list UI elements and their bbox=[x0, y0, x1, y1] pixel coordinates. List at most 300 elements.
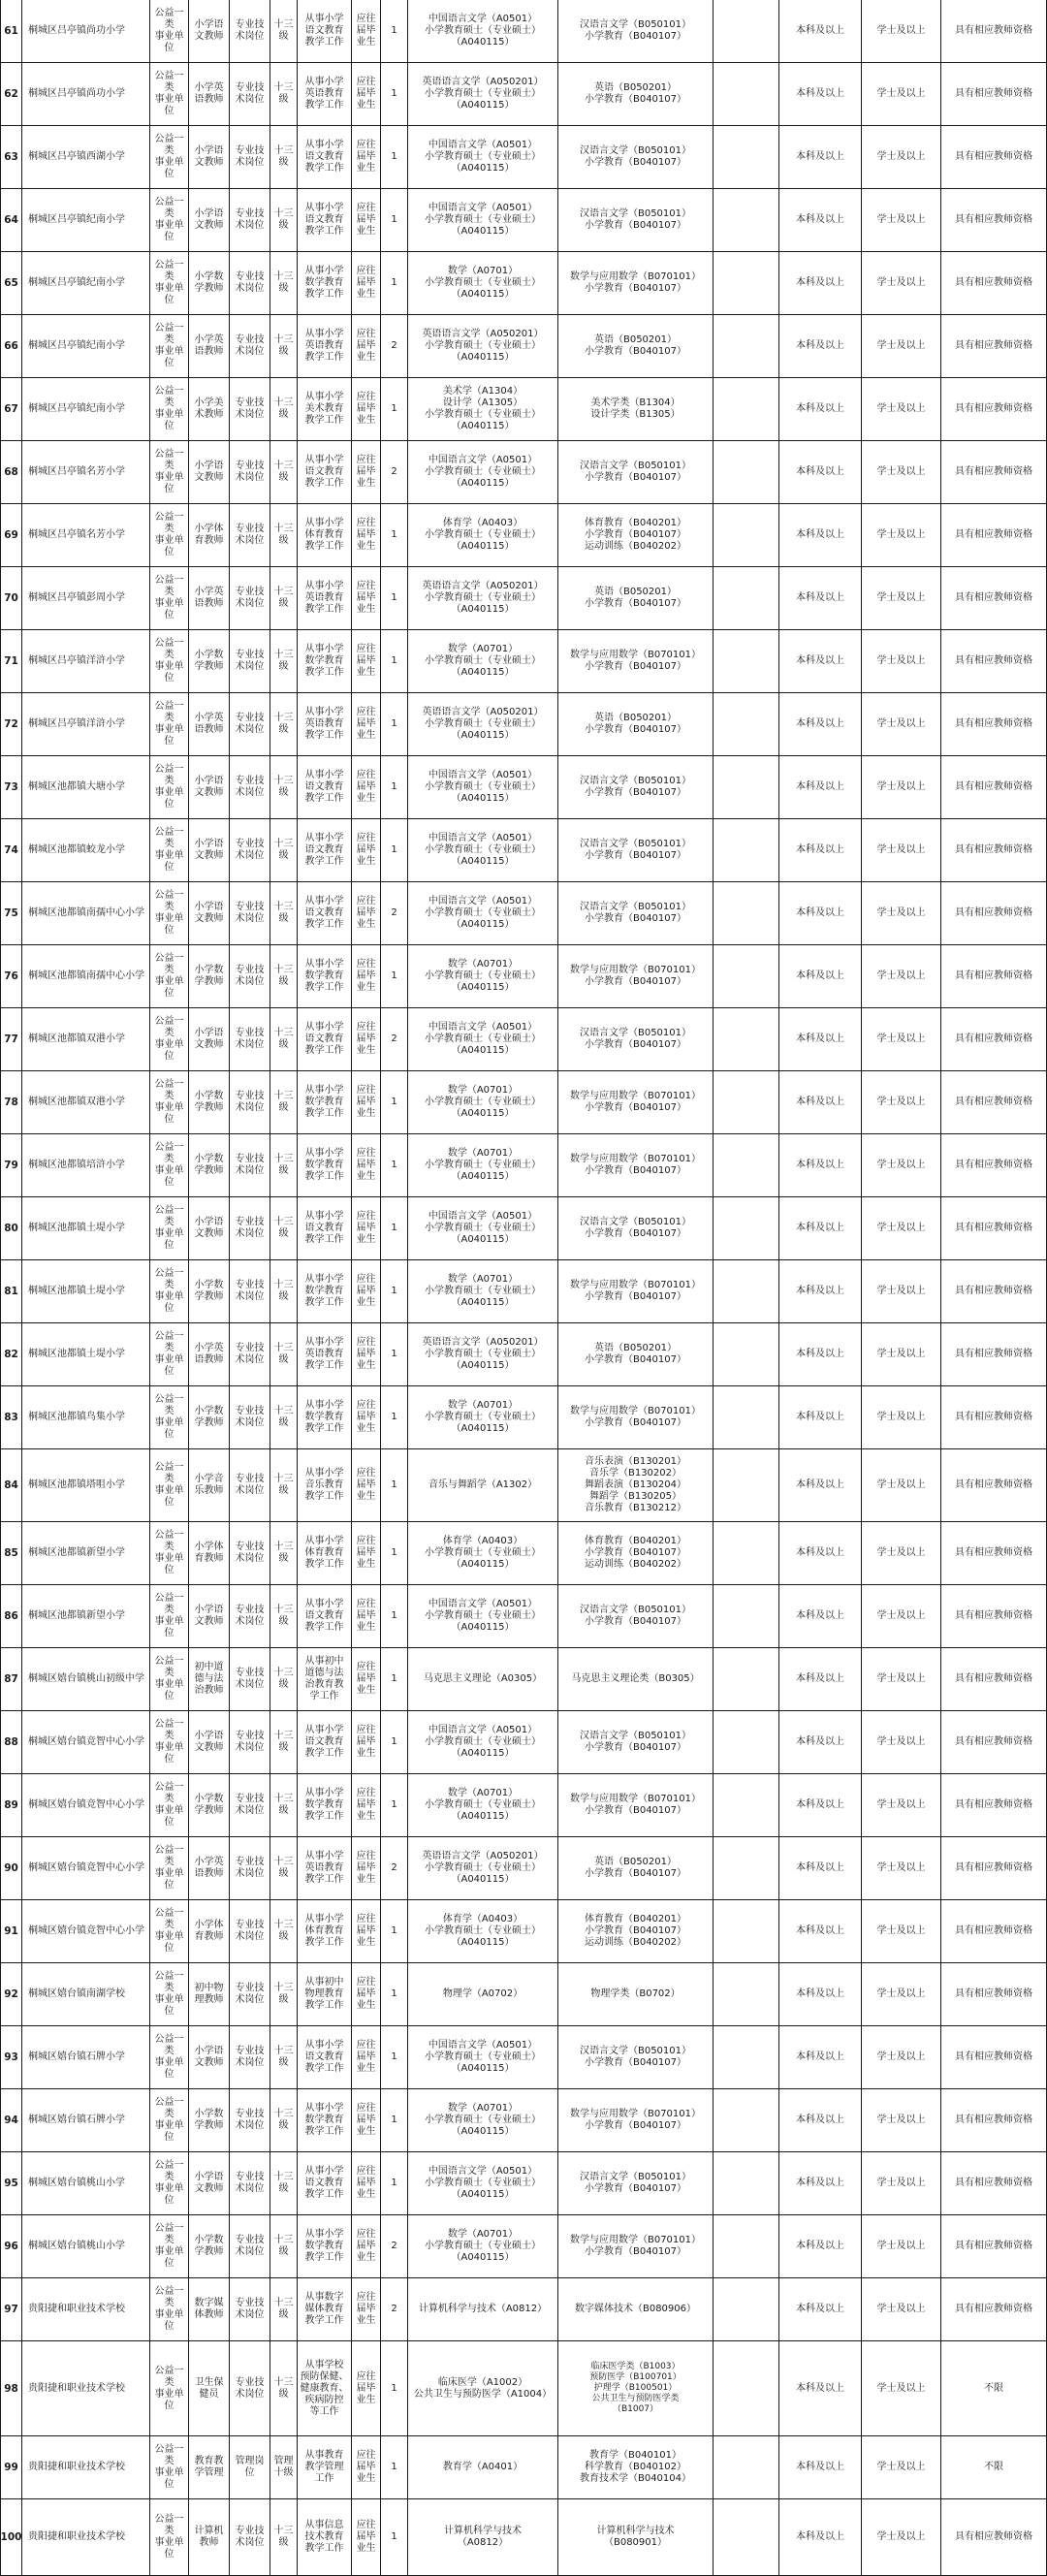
education-cell: 本科及以上 bbox=[779, 63, 862, 125]
unit-type-cell: 公益一类 事业单位 bbox=[150, 504, 189, 566]
unit-type-cell: 公益一类 事业单位 bbox=[150, 2436, 189, 2498]
row-number-cell: 87 bbox=[0, 1648, 22, 1710]
other-requirement-cell: 不限 bbox=[941, 2436, 1047, 2498]
undergraduate-major-cell: 数学与应用数学（B070101） 小学教育（B040107） bbox=[558, 2089, 714, 2151]
post-level-cell: 十三 级 bbox=[270, 315, 298, 377]
quota-cell: 2 bbox=[381, 1837, 408, 1899]
quota-cell: 1 bbox=[381, 0, 408, 62]
quota-cell: 1 bbox=[381, 1711, 408, 1773]
quota-cell: 1 bbox=[381, 378, 408, 440]
post-level-cell: 管理 十级 bbox=[270, 2436, 298, 2498]
degree-cell: 学士及以上 bbox=[862, 1197, 941, 1259]
post-level-cell: 十三 级 bbox=[270, 1900, 298, 1962]
post-category-cell: 专业技 术岗位 bbox=[230, 2278, 270, 2340]
unit-type-cell: 公益一类 事业单位 bbox=[150, 1963, 189, 2025]
unit-name-cell: 桐城区池都镇蛟龙小学 bbox=[22, 819, 150, 881]
post-name-cell: 小学英 语教师 bbox=[189, 567, 230, 629]
degree-cell: 学士及以上 bbox=[862, 126, 941, 188]
unit-name-cell: 贵阳捷和职业技术学校 bbox=[22, 2436, 150, 2498]
education-cell: 本科及以上 bbox=[779, 441, 862, 503]
duty-cell: 从事小学 数学教育 教学工作 bbox=[298, 2215, 352, 2277]
graduate-major-cell: 计算机科学与技术 （A0812） bbox=[408, 2499, 558, 2575]
graduate-major-cell: 中国语言文学（A0501） 小学教育硕士（专业硕士） （A040115） bbox=[408, 126, 558, 188]
blank-cell bbox=[714, 1522, 779, 1584]
undergraduate-major-cell: 汉语言文学（B050101） 小学教育（B040107） bbox=[558, 1008, 714, 1070]
other-requirement-cell: 具有相应教师资格 bbox=[941, 63, 1047, 125]
degree-cell: 学士及以上 bbox=[862, 756, 941, 818]
blank-cell bbox=[714, 1585, 779, 1647]
target-cell: 应往 届毕 业生 bbox=[352, 1260, 381, 1322]
row-number-cell: 85 bbox=[0, 1522, 22, 1584]
row-number-cell: 99 bbox=[0, 2436, 22, 2498]
post-category-cell: 专业技 术岗位 bbox=[230, 2215, 270, 2277]
unit-name-cell: 桐城区嬉台镇南湖学校 bbox=[22, 1963, 150, 2025]
table-row bbox=[0, 252, 1047, 315]
duty-cell: 从事小学 语文教育 教学工作 bbox=[298, 1711, 352, 1773]
blank-cell bbox=[714, 2152, 779, 2214]
blank-cell bbox=[714, 1134, 779, 1196]
graduate-major-cell: 中国语言文学（A0501） 小学教育硕士（专业硕士） （A040115） bbox=[408, 1585, 558, 1647]
quota-cell: 1 bbox=[381, 630, 408, 692]
duty-cell: 从事小学 语文教育 教学工作 bbox=[298, 1197, 352, 1259]
target-cell: 应往 届毕 业生 bbox=[352, 756, 381, 818]
undergraduate-major-cell: 马克思主义理论类（B0305） bbox=[558, 1648, 714, 1710]
post-level-cell: 十三 级 bbox=[270, 2152, 298, 2214]
education-cell: 本科及以上 bbox=[779, 1522, 862, 1584]
degree-cell: 学士及以上 bbox=[862, 1134, 941, 1196]
target-cell: 应往 届毕 业生 bbox=[352, 1008, 381, 1070]
post-category-cell: 专业技 术岗位 bbox=[230, 1963, 270, 2025]
unit-type-cell: 公益一类 事业单位 bbox=[150, 2026, 189, 2088]
post-name-cell: 小学体 育教师 bbox=[189, 1522, 230, 1584]
post-name-cell: 小学数 学教师 bbox=[189, 1260, 230, 1322]
table-row bbox=[0, 2152, 1047, 2215]
other-requirement-cell: 具有相应教师资格 bbox=[941, 2278, 1047, 2340]
unit-type-cell: 公益一类 事业单位 bbox=[150, 126, 189, 188]
target-cell: 应往 届毕 业生 bbox=[352, 2436, 381, 2498]
unit-type-cell: 公益一类 事业单位 bbox=[150, 1522, 189, 1584]
post-level-cell: 十三 级 bbox=[270, 1323, 298, 1385]
other-requirement-cell: 具有相应教师资格 bbox=[941, 1837, 1047, 1899]
target-cell: 应往 届毕 业生 bbox=[352, 1522, 381, 1584]
quota-cell: 1 bbox=[381, 1323, 408, 1385]
other-requirement-cell: 具有相应教师资格 bbox=[941, 252, 1047, 314]
other-requirement-cell: 具有相应教师资格 bbox=[941, 2089, 1047, 2151]
quota-cell: 1 bbox=[381, 1260, 408, 1322]
education-cell: 本科及以上 bbox=[779, 1648, 862, 1710]
unit-name-cell: 贵阳捷和职业技术学校 bbox=[22, 2278, 150, 2340]
blank-cell bbox=[714, 315, 779, 377]
quota-cell: 1 bbox=[381, 1134, 408, 1196]
post-level-cell: 十三 级 bbox=[270, 2215, 298, 2277]
unit-type-cell: 公益一类 事业单位 bbox=[150, 252, 189, 314]
blank-cell bbox=[714, 2436, 779, 2498]
undergraduate-major-cell: 汉语言文学（B050101） 小学教育（B040107） bbox=[558, 882, 714, 944]
unit-name-cell: 桐城区池都镇双港小学 bbox=[22, 1071, 150, 1133]
unit-type-cell: 公益一类 事业单位 bbox=[150, 1197, 189, 1259]
education-cell: 本科及以上 bbox=[779, 1386, 862, 1448]
row-number-cell: 77 bbox=[0, 1008, 22, 1070]
unit-type-cell: 公益一类 事业单位 bbox=[150, 1008, 189, 1070]
target-cell: 应往 届毕 业生 bbox=[352, 441, 381, 503]
unit-type-cell: 公益一类 事业单位 bbox=[150, 63, 189, 125]
undergraduate-major-cell: 汉语言文学（B050101） 小学教育（B040107） bbox=[558, 2026, 714, 2088]
table-row bbox=[0, 1522, 1047, 1585]
unit-name-cell: 桐城区吕亭镇名芳小学 bbox=[22, 504, 150, 566]
post-category-cell: 专业技 术岗位 bbox=[230, 2152, 270, 2214]
education-cell: 本科及以上 bbox=[779, 630, 862, 692]
graduate-major-cell: 数学（A0701） 小学教育硕士（专业硕士） （A040115） bbox=[408, 1134, 558, 1196]
unit-name-cell: 桐城区吕亭镇纪南小学 bbox=[22, 378, 150, 440]
education-cell: 本科及以上 bbox=[779, 1963, 862, 2025]
post-category-cell: 专业技 术岗位 bbox=[230, 252, 270, 314]
target-cell: 应往 届毕 业生 bbox=[352, 1386, 381, 1448]
post-name-cell: 小学语 文教师 bbox=[189, 2152, 230, 2214]
post-category-cell: 专业技 术岗位 bbox=[230, 1648, 270, 1710]
graduate-major-cell: 体育学（A0403） 小学教育硕士（专业硕士） （A040115） bbox=[408, 1900, 558, 1962]
unit-type-cell: 公益一类 事业单位 bbox=[150, 1134, 189, 1196]
duty-cell: 从事小学 数学教育 教学工作 bbox=[298, 252, 352, 314]
post-name-cell: 小学语 文教师 bbox=[189, 882, 230, 944]
table-row bbox=[0, 1197, 1047, 1260]
unit-name-cell: 桐城区嬉台镇竞智中心小学 bbox=[22, 1900, 150, 1962]
duty-cell: 从事学校 预防保健、 健康教育、 疾病防控 等工作 bbox=[298, 2341, 352, 2435]
undergraduate-major-cell: 数学与应用数学（B070101） 小学教育（B040107） bbox=[558, 1260, 714, 1322]
education-cell: 本科及以上 bbox=[779, 504, 862, 566]
duty-cell: 从事小学 数学教育 教学工作 bbox=[298, 1774, 352, 1836]
row-number-cell: 73 bbox=[0, 756, 22, 818]
post-category-cell: 专业技 术岗位 bbox=[230, 882, 270, 944]
other-requirement-cell: 具有相应教师资格 bbox=[941, 378, 1047, 440]
undergraduate-major-cell: 汉语言文学（B050101） 小学教育（B040107） bbox=[558, 0, 714, 62]
table-row bbox=[0, 819, 1047, 882]
post-category-cell: 专业技 术岗位 bbox=[230, 1260, 270, 1322]
graduate-major-cell: 中国语言文学（A0501） 小学教育硕士（专业硕士） （A040115） bbox=[408, 1711, 558, 1773]
graduate-major-cell: 数学（A0701） 小学教育硕士（专业硕士） （A040115） bbox=[408, 630, 558, 692]
education-cell: 本科及以上 bbox=[779, 1071, 862, 1133]
graduate-major-cell: 数学（A0701） 小学教育硕士（专业硕士） （A040115） bbox=[408, 2215, 558, 2277]
row-number-cell: 70 bbox=[0, 567, 22, 629]
undergraduate-major-cell: 汉语言文学（B050101） 小学教育（B040107） bbox=[558, 441, 714, 503]
unit-type-cell: 公益一类 事业单位 bbox=[150, 2278, 189, 2340]
duty-cell: 从事小学 体育教育 教学工作 bbox=[298, 1522, 352, 1584]
degree-cell: 学士及以上 bbox=[862, 2089, 941, 2151]
education-cell: 本科及以上 bbox=[779, 1711, 862, 1773]
education-cell: 本科及以上 bbox=[779, 315, 862, 377]
post-level-cell: 十三 级 bbox=[270, 2341, 298, 2435]
duty-cell: 从事小学 数学教育 教学工作 bbox=[298, 1071, 352, 1133]
other-requirement-cell: 具有相应教师资格 bbox=[941, 504, 1047, 566]
table-row bbox=[0, 378, 1047, 441]
unit-name-cell: 桐城区吕亭镇纪南小学 bbox=[22, 189, 150, 251]
undergraduate-major-cell: 数学与应用数学（B070101） 小学教育（B040107） bbox=[558, 945, 714, 1007]
quota-cell: 1 bbox=[381, 2436, 408, 2498]
graduate-major-cell: 中国语言文学（A0501） 小学教育硕士（专业硕士） （A040115） bbox=[408, 2026, 558, 2088]
degree-cell: 学士及以上 bbox=[862, 1711, 941, 1773]
unit-name-cell: 桐城区嬉台镇桃山小学 bbox=[22, 2215, 150, 2277]
post-category-cell: 专业技 术岗位 bbox=[230, 2341, 270, 2435]
unit-type-cell: 公益一类 事业单位 bbox=[150, 2152, 189, 2214]
post-category-cell: 专业技 术岗位 bbox=[230, 819, 270, 881]
degree-cell: 学士及以上 bbox=[862, 1071, 941, 1133]
other-requirement-cell: 具有相应教师资格 bbox=[941, 1900, 1047, 1962]
other-requirement-cell: 具有相应教师资格 bbox=[941, 882, 1047, 944]
education-cell: 本科及以上 bbox=[779, 756, 862, 818]
post-category-cell: 专业技 术岗位 bbox=[230, 567, 270, 629]
target-cell: 应往 届毕 业生 bbox=[352, 1648, 381, 1710]
row-number-cell: 90 bbox=[0, 1837, 22, 1899]
duty-cell: 从事小学 语文教育 教学工作 bbox=[298, 819, 352, 881]
target-cell: 应往 届毕 业生 bbox=[352, 315, 381, 377]
duty-cell: 从事小学 数学教育 教学工作 bbox=[298, 630, 352, 692]
row-number-cell: 95 bbox=[0, 2152, 22, 2214]
table-row bbox=[0, 2278, 1047, 2341]
degree-cell: 学士及以上 bbox=[862, 1648, 941, 1710]
other-requirement-cell: 具有相应教师资格 bbox=[941, 1386, 1047, 1448]
post-name-cell: 小学语 文教师 bbox=[189, 1585, 230, 1647]
quota-cell: 1 bbox=[381, 1386, 408, 1448]
row-number-cell: 65 bbox=[0, 252, 22, 314]
quota-cell: 1 bbox=[381, 189, 408, 251]
quota-cell: 2 bbox=[381, 2215, 408, 2277]
table-row bbox=[0, 945, 1047, 1008]
undergraduate-major-cell: 体育教育（B040201） 小学教育（B040107） 运动训练（B040202） bbox=[558, 1900, 714, 1962]
duty-cell: 从事小学 语文教育 教学工作 bbox=[298, 756, 352, 818]
education-cell: 本科及以上 bbox=[779, 1837, 862, 1899]
unit-name-cell: 桐城区池都镇南孺中心小学 bbox=[22, 882, 150, 944]
table-row bbox=[0, 2341, 1047, 2436]
blank-cell bbox=[714, 2341, 779, 2435]
post-name-cell: 初中物 理教师 bbox=[189, 1963, 230, 2025]
target-cell: 应往 届毕 业生 bbox=[352, 945, 381, 1007]
duty-cell: 从事小学 数学教育 教学工作 bbox=[298, 1134, 352, 1196]
post-category-cell: 专业技 术岗位 bbox=[230, 945, 270, 1007]
quota-cell: 1 bbox=[381, 1963, 408, 2025]
duty-cell: 从事信息 技术教育 教学工作 bbox=[298, 2499, 352, 2575]
table-row bbox=[0, 189, 1047, 252]
blank-cell bbox=[714, 1323, 779, 1385]
target-cell: 应往 届毕 业生 bbox=[352, 567, 381, 629]
post-category-cell: 专业技 术岗位 bbox=[230, 1837, 270, 1899]
graduate-major-cell: 数学（A0701） 小学教育硕士（专业硕士） （A040115） bbox=[408, 252, 558, 314]
post-category-cell: 管理岗 位 bbox=[230, 2436, 270, 2498]
graduate-major-cell: 英语语言文学（A050201） 小学教育硕士（专业硕士） （A040115） bbox=[408, 693, 558, 755]
row-number-cell: 96 bbox=[0, 2215, 22, 2277]
duty-cell: 从事小学 数学教育 教学工作 bbox=[298, 1386, 352, 1448]
post-level-cell: 十三 级 bbox=[270, 756, 298, 818]
post-name-cell: 小学数 学教师 bbox=[189, 1134, 230, 1196]
undergraduate-major-cell: 汉语言文学（B050101） 小学教育（B040107） bbox=[558, 126, 714, 188]
post-level-cell: 十三 级 bbox=[270, 1197, 298, 1259]
post-category-cell: 专业技 术岗位 bbox=[230, 2026, 270, 2088]
degree-cell: 学士及以上 bbox=[862, 1386, 941, 1448]
unit-name-cell: 桐城区嬉台镇石牌小学 bbox=[22, 2026, 150, 2088]
post-name-cell: 小学数 学教师 bbox=[189, 1386, 230, 1448]
post-name-cell: 小学数 学教师 bbox=[189, 1774, 230, 1836]
duty-cell: 从事小学 数学教育 教学工作 bbox=[298, 2089, 352, 2151]
degree-cell: 学士及以上 bbox=[862, 1522, 941, 1584]
degree-cell: 学士及以上 bbox=[862, 1585, 941, 1647]
other-requirement-cell: 具有相应教师资格 bbox=[941, 2026, 1047, 2088]
table-row bbox=[0, 1963, 1047, 2026]
duty-cell: 从事小学 语文教育 教学工作 bbox=[298, 882, 352, 944]
row-number-cell: 75 bbox=[0, 882, 22, 944]
target-cell: 应往 届毕 业生 bbox=[352, 2341, 381, 2435]
post-level-cell: 十三 级 bbox=[270, 2089, 298, 2151]
graduate-major-cell: 数学（A0701） 小学教育硕士（专业硕士） （A040115） bbox=[408, 2089, 558, 2151]
unit-type-cell: 公益一类 事业单位 bbox=[150, 1900, 189, 1962]
row-number-cell: 82 bbox=[0, 1323, 22, 1385]
post-name-cell: 小学语 文教师 bbox=[189, 441, 230, 503]
quota-cell: 1 bbox=[381, 63, 408, 125]
table-row bbox=[0, 63, 1047, 126]
post-level-cell: 十三 级 bbox=[270, 126, 298, 188]
post-level-cell: 十三 级 bbox=[270, 2499, 298, 2575]
education-cell: 本科及以上 bbox=[779, 1585, 862, 1647]
undergraduate-major-cell: 数字媒体技术（B080906） bbox=[558, 2278, 714, 2340]
target-cell: 应往 届毕 业生 bbox=[352, 2026, 381, 2088]
blank-cell bbox=[714, 756, 779, 818]
post-name-cell: 小学数 学教师 bbox=[189, 2215, 230, 2277]
graduate-major-cell: 中国语言文学（A0501） 小学教育硕士（专业硕士） （A040115） bbox=[408, 1197, 558, 1259]
unit-type-cell: 公益一类 事业单位 bbox=[150, 630, 189, 692]
blank-cell bbox=[714, 2278, 779, 2340]
post-name-cell: 计算机 教师 bbox=[189, 2499, 230, 2575]
other-requirement-cell: 具有相应教师资格 bbox=[941, 1449, 1047, 1521]
undergraduate-major-cell: 汉语言文学（B050101） 小学教育（B040107） bbox=[558, 1711, 714, 1773]
education-cell: 本科及以上 bbox=[779, 252, 862, 314]
undergraduate-major-cell: 数学与应用数学（B070101） 小学教育（B040107） bbox=[558, 2215, 714, 2277]
post-category-cell: 专业技 术岗位 bbox=[230, 630, 270, 692]
other-requirement-cell: 具有相应教师资格 bbox=[941, 1963, 1047, 2025]
undergraduate-major-cell: 临床医学类（B1003） 预防医学（B100701） 护理学（B100501） 公共卫生与预防医学类 （B1007） bbox=[558, 2341, 714, 2435]
other-requirement-cell: 具有相应教师资格 bbox=[941, 2215, 1047, 2277]
quota-cell: 1 bbox=[381, 126, 408, 188]
undergraduate-major-cell: 教育学（B040101） 科学教育（B040102） 教育技术学（B040104） bbox=[558, 2436, 714, 2498]
post-category-cell: 专业技 术岗位 bbox=[230, 693, 270, 755]
table-row bbox=[0, 504, 1047, 567]
table-row bbox=[0, 882, 1047, 945]
duty-cell: 从事小学 美术教育 教学工作 bbox=[298, 378, 352, 440]
target-cell: 应往 届毕 业生 bbox=[352, 2152, 381, 2214]
post-name-cell: 小学数 学教师 bbox=[189, 1071, 230, 1133]
graduate-major-cell: 音乐与舞蹈学（A1302） bbox=[408, 1449, 558, 1521]
unit-name-cell: 桐城区池都镇土堤小学 bbox=[22, 1323, 150, 1385]
undergraduate-major-cell: 汉语言文学（B050101） 小学教育（B040107） bbox=[558, 189, 714, 251]
post-category-cell: 专业技 术岗位 bbox=[230, 756, 270, 818]
unit-name-cell: 桐城区吕亭镇洋浒小学 bbox=[22, 693, 150, 755]
target-cell: 应往 届毕 业生 bbox=[352, 252, 381, 314]
table-row bbox=[0, 1900, 1047, 1963]
table-row bbox=[0, 0, 1047, 63]
post-level-cell: 十三 级 bbox=[270, 63, 298, 125]
graduate-major-cell: 中国语言文学（A0501） 小学教育硕士（专业硕士） （A040115） bbox=[408, 1008, 558, 1070]
post-level-cell: 十三 级 bbox=[270, 378, 298, 440]
quota-cell: 1 bbox=[381, 2152, 408, 2214]
degree-cell: 学士及以上 bbox=[862, 1260, 941, 1322]
post-category-cell: 专业技 术岗位 bbox=[230, 1449, 270, 1521]
blank-cell bbox=[714, 0, 779, 62]
unit-type-cell: 公益一类 事业单位 bbox=[150, 378, 189, 440]
graduate-major-cell: 体育学（A0403） 小学教育硕士（专业硕士） （A040115） bbox=[408, 1522, 558, 1584]
degree-cell: 学士及以上 bbox=[862, 945, 941, 1007]
undergraduate-major-cell: 音乐表演（B130201） 音乐学（B130202） 舞蹈表演（B130204） 舞蹈学（B130205） 音乐教育（B130212） bbox=[558, 1449, 714, 1521]
row-number-cell: 62 bbox=[0, 63, 22, 125]
unit-name-cell: 桐城区嬉台镇桃山小学 bbox=[22, 2152, 150, 2214]
blank-cell bbox=[714, 504, 779, 566]
row-number-cell: 88 bbox=[0, 1711, 22, 1773]
post-level-cell: 十三 级 bbox=[270, 1837, 298, 1899]
duty-cell: 从事小学 英语教育 教学工作 bbox=[298, 1323, 352, 1385]
degree-cell: 学士及以上 bbox=[862, 2215, 941, 2277]
quota-cell: 1 bbox=[381, 693, 408, 755]
undergraduate-major-cell: 英语（B050201） 小学教育（B040107） bbox=[558, 315, 714, 377]
duty-cell: 从事小学 英语教育 教学工作 bbox=[298, 1837, 352, 1899]
post-name-cell: 小学语 文教师 bbox=[189, 1008, 230, 1070]
row-number-cell: 67 bbox=[0, 378, 22, 440]
duty-cell: 从事小学 语文教育 教学工作 bbox=[298, 2026, 352, 2088]
education-cell: 本科及以上 bbox=[779, 1134, 862, 1196]
blank-cell bbox=[714, 2215, 779, 2277]
education-cell: 本科及以上 bbox=[779, 1008, 862, 1070]
target-cell: 应往 届毕 业生 bbox=[352, 1323, 381, 1385]
post-name-cell: 教育教 学管理 bbox=[189, 2436, 230, 2498]
graduate-major-cell: 英语语言文学（A050201） 小学教育硕士（专业硕士） （A040115） bbox=[408, 567, 558, 629]
blank-cell bbox=[714, 1774, 779, 1836]
degree-cell: 学士及以上 bbox=[862, 882, 941, 944]
education-cell: 本科及以上 bbox=[779, 2026, 862, 2088]
undergraduate-major-cell: 体育教育（B040201） 小学教育（B040107） 运动训练（B040202） bbox=[558, 1522, 714, 1584]
graduate-major-cell: 英语语言文学（A050201） 小学教育硕士（专业硕士） （A040115） bbox=[408, 315, 558, 377]
education-cell: 本科及以上 bbox=[779, 0, 862, 62]
post-level-cell: 十三 级 bbox=[270, 630, 298, 692]
duty-cell: 从事教育 教学管理 工作 bbox=[298, 2436, 352, 2498]
row-number-cell: 81 bbox=[0, 1260, 22, 1322]
unit-type-cell: 公益一类 事业单位 bbox=[150, 567, 189, 629]
quota-cell: 1 bbox=[381, 1585, 408, 1647]
unit-name-cell: 桐城区池都镇新望小学 bbox=[22, 1585, 150, 1647]
row-number-cell: 80 bbox=[0, 1197, 22, 1259]
graduate-major-cell: 计算机科学与技术（A0812） bbox=[408, 2278, 558, 2340]
unit-name-cell: 桐城区嬉台镇桃山初级中学 bbox=[22, 1648, 150, 1710]
post-category-cell: 专业技 术岗位 bbox=[230, 1008, 270, 1070]
table-row bbox=[0, 2026, 1047, 2089]
table-row bbox=[0, 1837, 1047, 1900]
education-cell: 本科及以上 bbox=[779, 567, 862, 629]
row-number-cell: 92 bbox=[0, 1963, 22, 2025]
other-requirement-cell: 具有相应教师资格 bbox=[941, 1260, 1047, 1322]
degree-cell: 学士及以上 bbox=[862, 0, 941, 62]
unit-name-cell: 贵阳捷和职业技术学校 bbox=[22, 2499, 150, 2575]
quota-cell: 1 bbox=[381, 567, 408, 629]
unit-type-cell: 公益一类 事业单位 bbox=[150, 1837, 189, 1899]
other-requirement-cell: 不限 bbox=[941, 2341, 1047, 2435]
target-cell: 应往 届毕 业生 bbox=[352, 1134, 381, 1196]
duty-cell: 从事小学 英语教育 教学工作 bbox=[298, 567, 352, 629]
duty-cell: 从事初中 物理教育 教学工作 bbox=[298, 1963, 352, 2025]
table-row bbox=[0, 1134, 1047, 1197]
target-cell: 应往 届毕 业生 bbox=[352, 0, 381, 62]
unit-name-cell: 桐城区吕亭镇纪南小学 bbox=[22, 252, 150, 314]
degree-cell: 学士及以上 bbox=[862, 1449, 941, 1521]
row-number-cell: 100 bbox=[0, 2499, 22, 2575]
row-number-cell: 63 bbox=[0, 126, 22, 188]
undergraduate-major-cell: 英语（B050201） 小学教育（B040107） bbox=[558, 1323, 714, 1385]
other-requirement-cell: 具有相应教师资格 bbox=[941, 1008, 1047, 1070]
graduate-major-cell: 马克思主义理论（A0305） bbox=[408, 1648, 558, 1710]
unit-type-cell: 公益一类 事业单位 bbox=[150, 1648, 189, 1710]
unit-name-cell: 桐城区池都镇培浒小学 bbox=[22, 1134, 150, 1196]
